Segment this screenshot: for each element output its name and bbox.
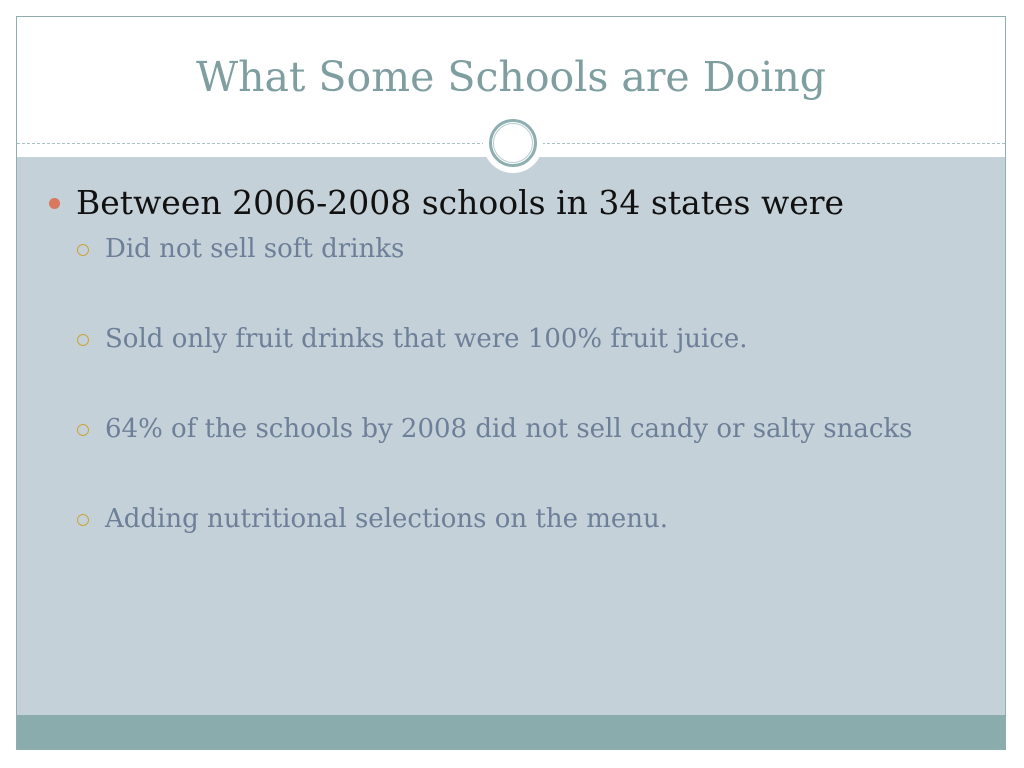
inner-ring-icon [493,123,533,163]
main-bullet-text: Between 2006-2008 schools in 34 states were [76,183,845,222]
hollow-bullet-icon [77,514,89,526]
slide-title: What Some Schools are Doing [195,53,827,101]
sub-bullet-1 [77,234,404,264]
bullet-dot-icon [49,198,60,209]
main-bullet [49,183,844,222]
sub-bullet-text: Did not sell soft drinks [105,234,405,264]
sub-bullet-2 [77,324,748,354]
footer-band [17,715,1005,749]
hollow-bullet-icon [77,334,89,346]
slide [16,16,1006,750]
sub-bullet-text: 64% of the schools by 2008 did not sell candy or salty snacks [105,414,913,444]
sub-bullet-text: Adding nutritional selections on the menu. [105,504,669,534]
sub-bullet-4 [77,504,668,534]
hollow-bullet-icon [77,424,89,436]
hollow-bullet-icon [77,244,89,256]
sub-bullet-text: Sold only fruit drinks that were 100% fruit juice. [105,324,748,354]
ring-ornament-icon [483,113,543,173]
sub-bullet-3 [77,414,913,444]
